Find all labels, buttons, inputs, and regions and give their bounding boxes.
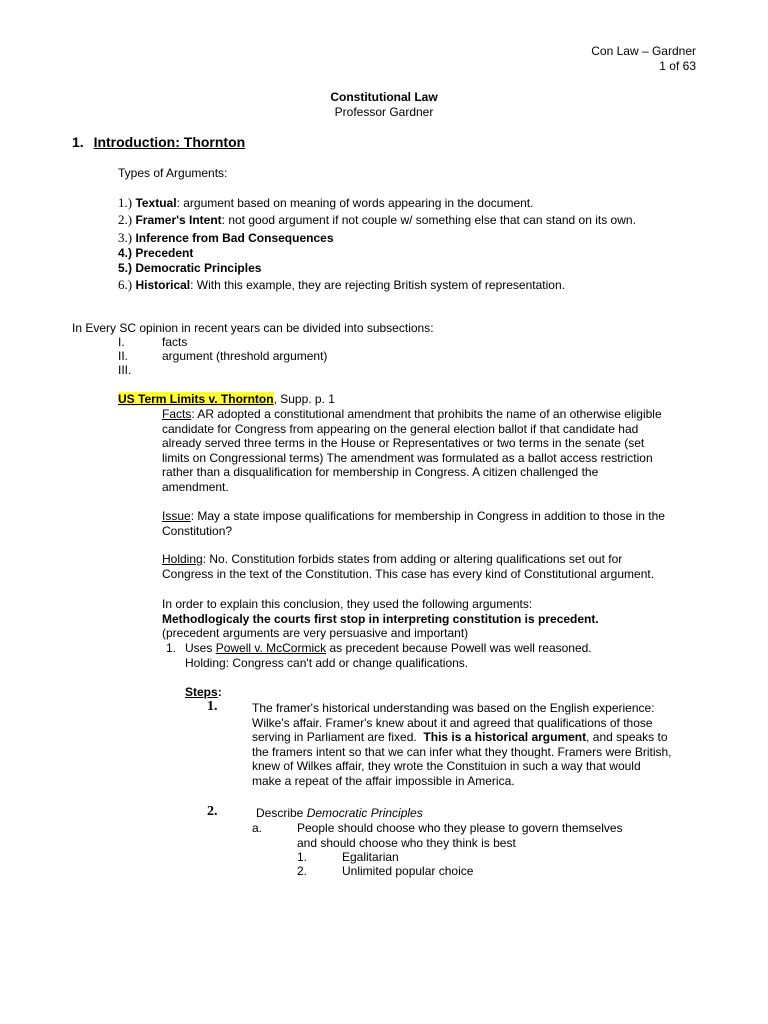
sub-a-block (297, 821, 623, 850)
argument-term: Framer's Intent (135, 213, 222, 227)
sub-item-text: Unlimited popular choice (342, 864, 474, 878)
step1-line: knew of Wilkes affair, they wrote the Constituion in such a way that would (252, 759, 641, 774)
step2-heading (256, 806, 423, 820)
argument-number: 3.) (118, 230, 133, 245)
issue-line: : May a state impose qualifications for membership in Congress in addition to those in the (190, 509, 665, 523)
precedent-note: (precedent arguments are very persuasive and important) (162, 626, 469, 641)
section-heading (72, 134, 245, 150)
subsection-num: II. (118, 349, 129, 363)
facts-block (162, 407, 662, 495)
issue-label: Issue (162, 509, 191, 523)
facts-line: amendment. (162, 479, 229, 494)
argument-item (118, 230, 334, 246)
argument-term: Textual (135, 196, 177, 210)
subsection-text: argument (threshold argument) (162, 349, 328, 363)
holding-label: Holding (162, 552, 203, 566)
argument-desc: : With this example, they are rejecting British system of representation. (190, 278, 565, 292)
facts-label: Facts (162, 407, 192, 421)
header-page-number: 1 of 63 (659, 59, 696, 73)
argument-number: 5.) (118, 261, 133, 275)
argument-item (118, 277, 565, 293)
step1-line: The framer's historical understanding was based on the English experience: (252, 701, 655, 715)
step1-line: the framers intent so that we can infer what they thought. Framers were British, (252, 744, 672, 759)
argument-number: 1.) (118, 195, 133, 210)
argument-number: 2.) (118, 212, 133, 227)
argument-desc: : argument based on meaning of words appearing in the document. (176, 196, 534, 210)
argument-term: Historical (135, 278, 191, 292)
holding-line: : No. Constitution forbids states from adding or altering qualifications set out for (202, 552, 623, 566)
powell-case: Powell v. McCormick (215, 641, 327, 655)
types-heading: Types of Arguments: (118, 166, 228, 180)
sub-a-number: a. (252, 821, 263, 835)
step1-line: make a repeat of the affair impossible in America. (252, 773, 515, 788)
step1-number: 1. (207, 699, 218, 714)
facts-line: limits on Congressional terms) The amendment was formulated as a ballot access restriction (162, 450, 653, 465)
explain-text: In order to explain this conclusion, they used the following arguments: (162, 597, 533, 611)
uses-block (185, 641, 592, 670)
steps-heading (185, 685, 222, 699)
facts-line: already served three terms in the House or Representatives or two terms in the senate (set (162, 436, 645, 451)
sub-item-text: Egalitarian (342, 850, 399, 864)
method-text: Methodlogicaly the courts first stop in interpreting constitution is precedent. (162, 611, 599, 626)
case-name: US Term Limits v. Thornton (118, 392, 274, 406)
step1-block (252, 701, 672, 789)
uses-pre: Uses (185, 641, 216, 655)
sub-a-line: and should choose who they think is best (297, 835, 516, 850)
issue-block (162, 509, 665, 538)
document-title: Constitutional Law (330, 90, 438, 104)
step2-pre: Describe (256, 806, 307, 820)
step2-number: 2. (207, 804, 218, 819)
uses-number: 1. (166, 641, 177, 655)
historical-argument-emphasis: This is a historical argument (423, 730, 587, 745)
holding-line: Congress in the text of the Constitution. This case has every kind of Constitutional argument. (162, 566, 655, 581)
argument-term: Inference from Bad Consequences (135, 231, 334, 245)
header-course: Con Law – Gardner (591, 44, 696, 58)
uses-post: as precedent because Powell was well reasoned. (326, 641, 592, 655)
subsections-intro: In Every SC opinion in recent years can be divided into subsections: (72, 321, 434, 335)
argument-desc: : not good argument if not couple w/ something else that can stand on its own. (221, 213, 636, 227)
step2-italic: Democratic Principles (306, 806, 423, 820)
facts-line: : AR adopted a constitutional amendment that prohibits the name of an otherwise eligible (191, 407, 662, 421)
issue-line: Constitution? (162, 523, 233, 538)
uses-holding: Holding: Congress can't add or change qualifications. (185, 655, 469, 670)
subsection-text: facts (162, 335, 188, 349)
step1-line: , and speaks to (586, 730, 668, 745)
section-number: 1. (72, 134, 84, 150)
subsection-num: I. (118, 335, 125, 349)
argument-number: 4.) (118, 246, 133, 260)
argument-number: 6.) (118, 277, 133, 292)
holding-block (162, 552, 654, 581)
sub-item-number: 1. (297, 850, 308, 864)
case-heading (118, 392, 335, 406)
sub-item-number: 2. (297, 864, 308, 878)
argument-item (118, 246, 193, 260)
facts-line: rather than a disqualification for membership in Congress. A citizen challenged the (162, 465, 599, 480)
argument-term: Democratic Principles (135, 261, 262, 275)
argument-item (118, 212, 636, 228)
section-title: Introduction: Thornton (93, 134, 246, 150)
professor-name: Professor Gardner (334, 105, 434, 119)
step1-line: Wilke's affair. Framer's knew about it and agreed that qualifications of those (252, 715, 653, 730)
sub-a-line: People should choose who they please to govern themselves (297, 821, 623, 835)
subsection-num: III. (118, 363, 132, 377)
argument-term: Precedent (135, 246, 194, 260)
argument-item (118, 261, 261, 275)
facts-line: candidate for Congress from appearing on the general election ballot if that candidate had (162, 421, 639, 436)
steps-label: Steps (185, 685, 218, 699)
argument-item (118, 195, 533, 211)
step1-line: serving in Parliament are fixed. (252, 730, 424, 745)
case-cite: , Supp. p. 1 (273, 392, 335, 406)
explanation-block (162, 597, 599, 641)
steps-colon: : (217, 685, 222, 699)
